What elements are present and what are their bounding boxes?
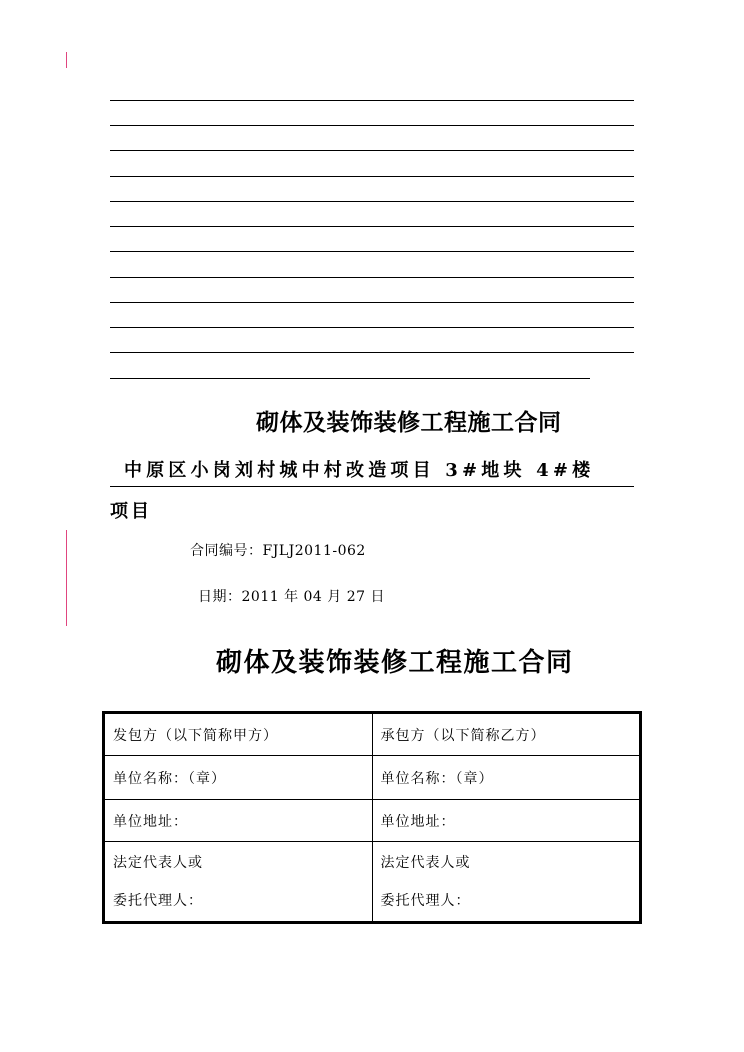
blank-line — [110, 201, 634, 202]
table-row — [104, 756, 641, 800]
party-table — [102, 711, 642, 924]
contract-number: 合同编号：FJLJ2011-062 — [190, 543, 366, 559]
blank-line — [110, 150, 634, 151]
blank-line — [110, 251, 634, 252]
party-a-address: 单位地址： — [104, 800, 373, 842]
project-name-line-1: 中原区小岗刘村城中村改造项目 3#地块 4#楼 — [110, 456, 634, 487]
party-a-heading: 发包方（以下简称甲方） — [104, 713, 373, 756]
blank-line — [110, 352, 634, 353]
blank-line — [110, 378, 590, 379]
table-row — [104, 713, 641, 756]
party-b-heading: 承包方（以下简称乙方） — [372, 713, 641, 756]
blank-line — [110, 277, 634, 278]
blank-line — [110, 176, 634, 177]
representative-label: 法定代表人或 — [113, 854, 203, 871]
blank-line — [110, 125, 634, 126]
margin-mark-middle — [66, 530, 67, 626]
party-b-representative — [372, 842, 641, 923]
party-a-representative — [104, 842, 373, 923]
party-b-unit-name: 单位名称：（章） — [372, 756, 641, 800]
representative-label: 法定代表人或 — [380, 854, 471, 871]
blank-line — [110, 226, 634, 227]
project-name-line-2: 项目 — [110, 501, 152, 522]
blank-line — [110, 327, 634, 328]
margin-mark-top — [66, 52, 67, 68]
agent-label: 委托代理人： — [380, 892, 471, 909]
contract-date: 日期：2011 年 04 月 27 日 — [198, 589, 386, 605]
blank-line — [110, 302, 634, 303]
blank-line — [110, 100, 634, 101]
table-row — [104, 842, 641, 923]
table-row — [104, 800, 641, 842]
header-title: 砌体及装饰装修工程施工合同 — [256, 409, 562, 436]
agent-label: 委托代理人： — [113, 892, 203, 909]
party-b-address: 单位地址： — [372, 800, 641, 842]
party-a-unit-name: 单位名称：（章） — [104, 756, 373, 800]
main-title: 砌体及装饰装修工程施工合同 — [216, 648, 574, 678]
